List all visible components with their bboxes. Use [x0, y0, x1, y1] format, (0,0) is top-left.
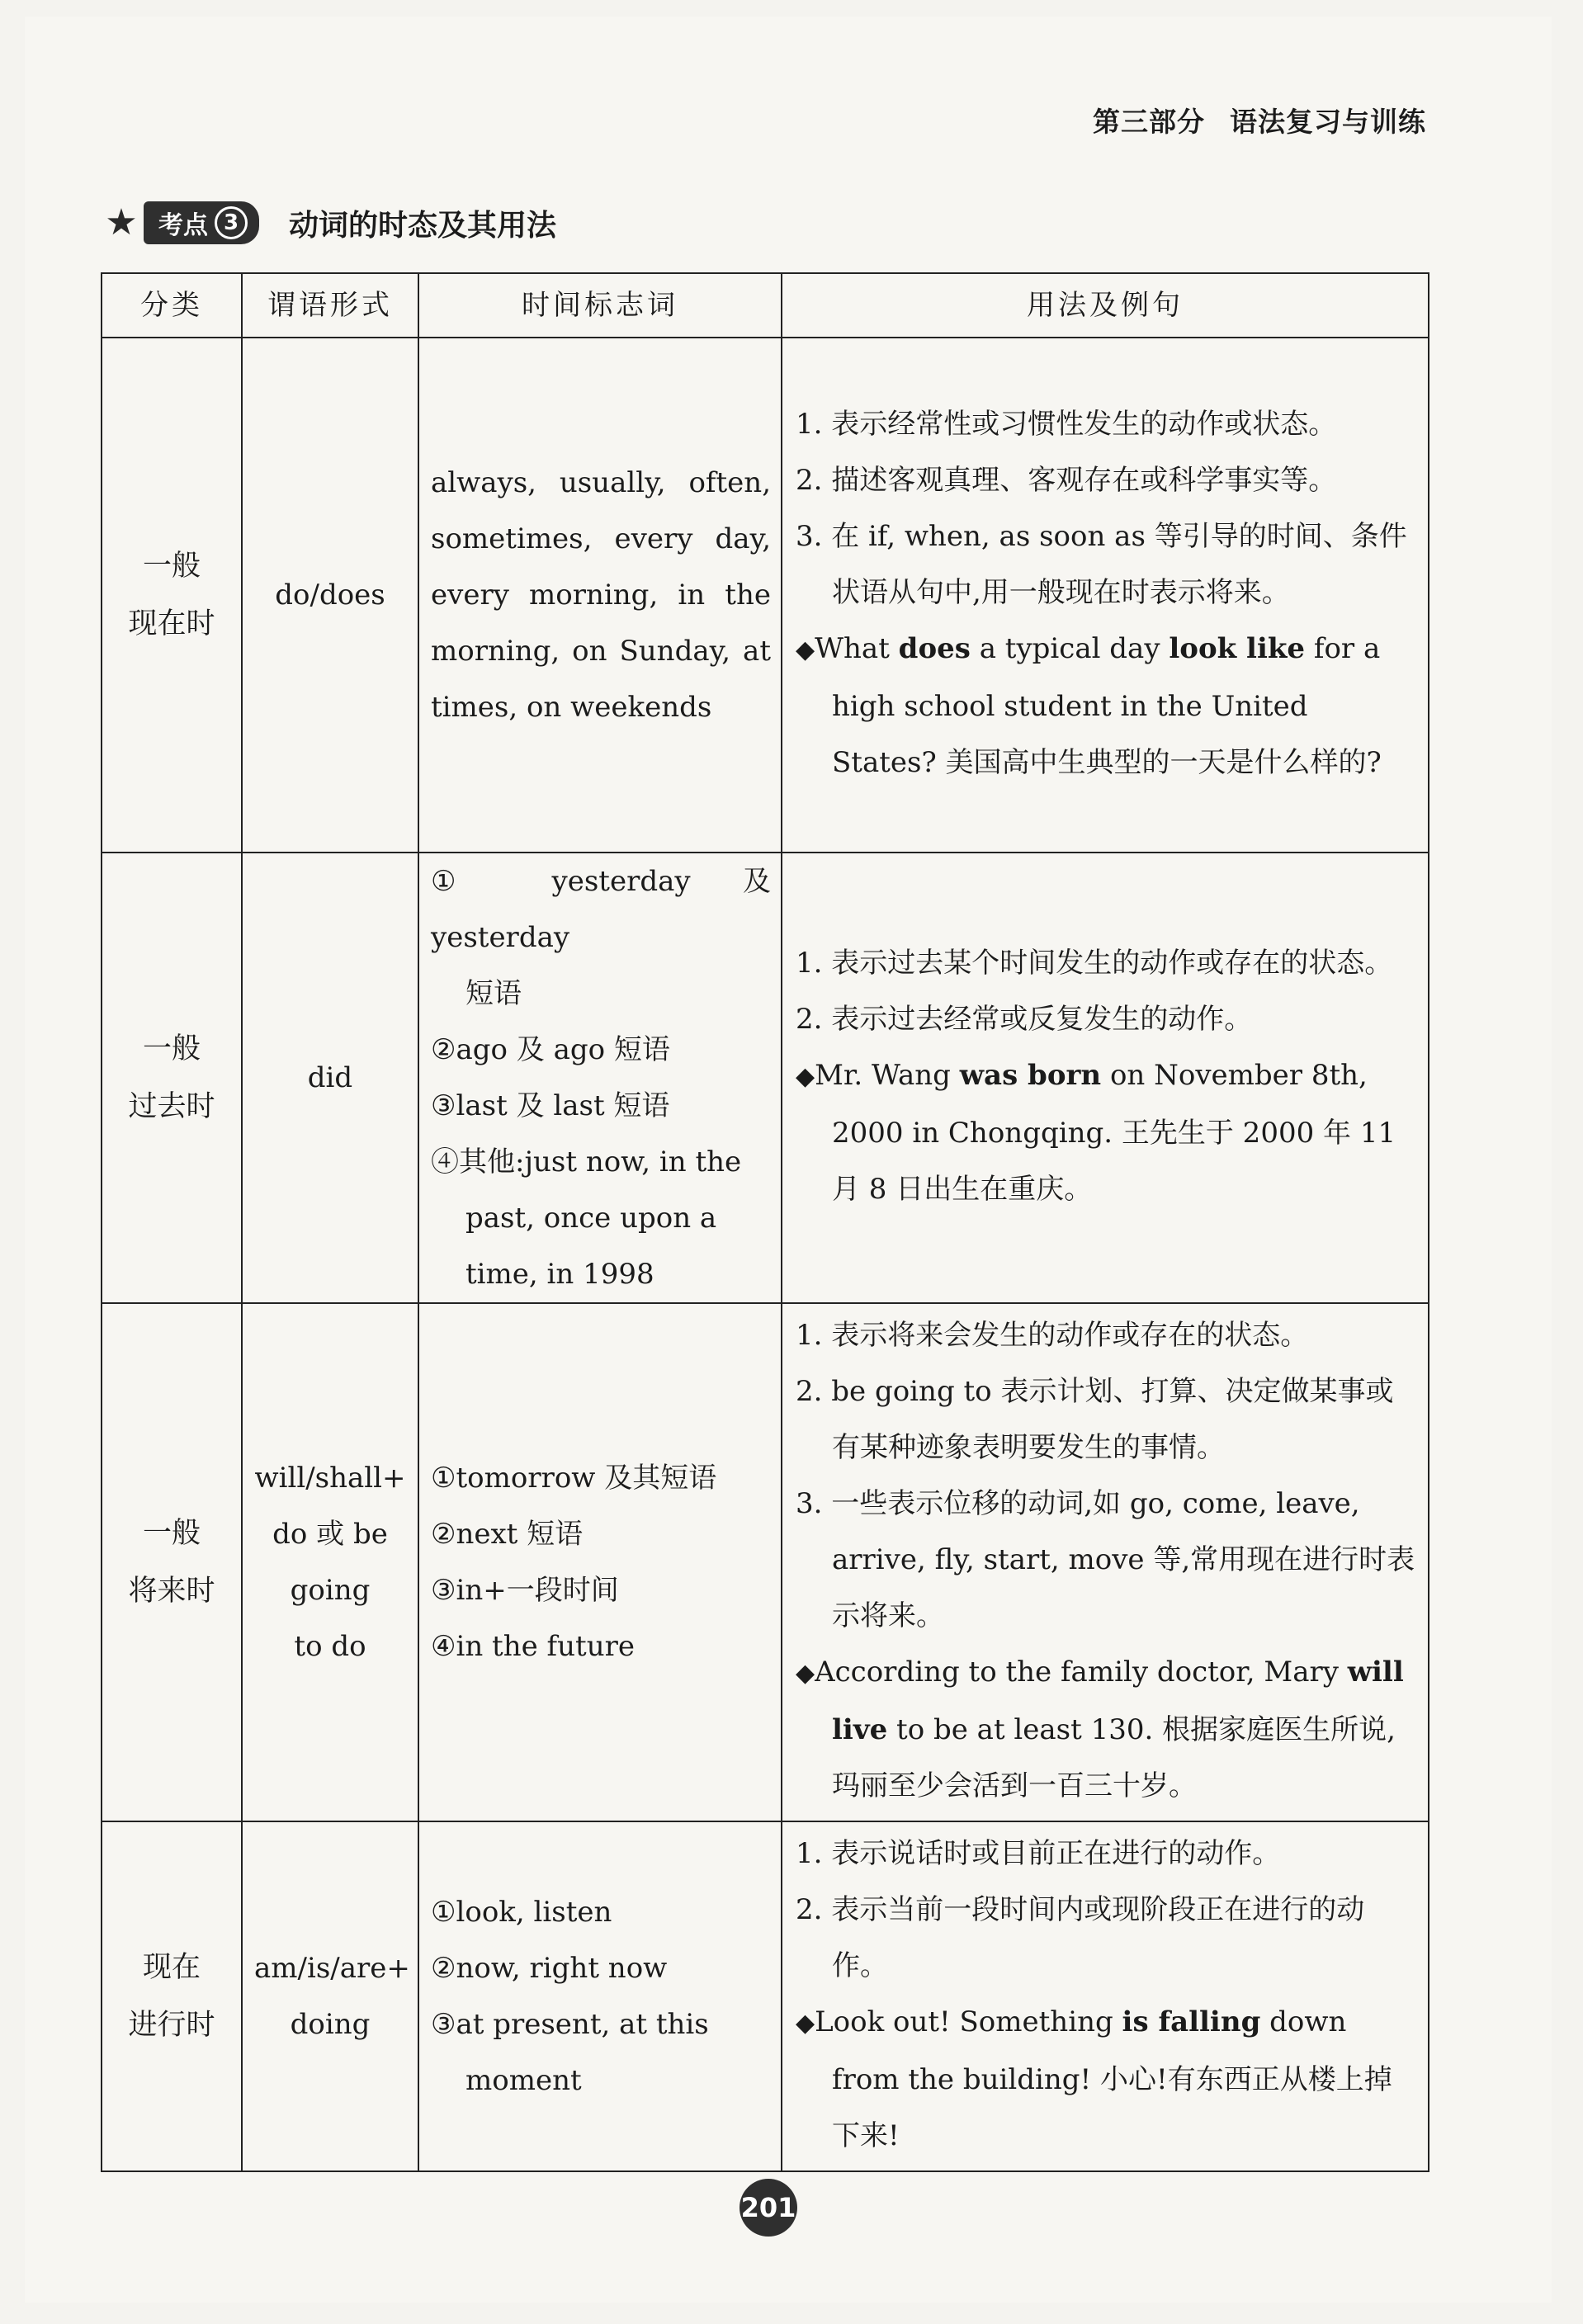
example-sentence: ◆Mr. Wang was born on November 8th, 2000 in Chongqing. 王先生于 2000 年 11 月 8 日出生在重庆。: [796, 1059, 1396, 1206]
running-header: [1093, 101, 1426, 139]
column-header: 谓语形式: [242, 273, 418, 338]
page-number: 201: [740, 2179, 797, 2237]
column-header: 时间标志词: [418, 273, 782, 338]
example-sentence: ◆According to the family doctor, Mary will live to be at least 130. 根据家庭医生所说,玛丽至少会活到一百三十岁。: [796, 1656, 1404, 1802]
example-sentence: ◆Look out! Something is falling down from the building! 小心!有东西正从楼上掉下来!: [796, 2005, 1392, 2152]
tense-category: 一般 将来时: [102, 1303, 242, 1821]
badge-number: 3: [215, 206, 248, 239]
time-signals: ① yesterday 及 yesterday 短语 ②ago 及 ago 短语 ③last 及 last 短语 ④其他:just now, in the past, once upon a time, in 1998: [418, 853, 782, 1303]
table-header-row: [102, 273, 1429, 338]
usage-cell: 1. 表示经常性或习惯性发生的动作或状态。 2. 描述客观真理、客观存在或科学事实等。 3. 在 if, when, as soon as 等引导的时间、条件状语从句中,用一般现在时表示将来。 ◆What does a typical day look like for a high school student in the United States? 美国高中生典型的一天是什么样的?: [782, 338, 1429, 853]
example-sentence: ◆What does a typical day look like for a high school student in the United States? 美国高中生典型的一天是什么样的?: [796, 632, 1382, 779]
time-signals: ①tomorrow 及其短语 ②next 短语 ③in+一段时间 ④in the future: [418, 1303, 782, 1821]
star-icon: ★: [105, 201, 138, 243]
tense-category: 一般 过去时: [102, 853, 242, 1303]
predicate-form: am/is/are+ doing: [242, 1821, 418, 2171]
column-header: 分类: [102, 273, 242, 338]
table-row: [102, 1821, 1429, 2171]
table-row: [102, 853, 1429, 1303]
diamond-icon: ◆: [796, 2009, 815, 2038]
section-heading: [99, 198, 556, 248]
usage-cell: 1. 表示说话时或目前正在进行的动作。 2. 表示当前一段时间内或现阶段正在进行的动作。 ◆Look out! Something is falling down from the building! 小心!有东西正从楼上掉下来!: [782, 1821, 1429, 2171]
predicate-form: will/shall+ do 或 be going to do: [242, 1303, 418, 1821]
time-signals: always, usually, often, sometimes, every day, every morning, in the morning, on Sunday, at times, on weekends: [418, 338, 782, 853]
section-title: 动词的时态及其用法: [289, 208, 557, 243]
tense-table: [101, 272, 1429, 2172]
table-row: [102, 338, 1429, 853]
column-header: 用法及例句: [782, 273, 1429, 338]
usage-cell: 1. 表示过去某个时间发生的动作或存在的状态。 2. 表示过去经常或反复发生的动作。 ◆Mr. Wang was born on November 8th, 2000 in Chongqing. 王先生于 2000 年 11 月 8 日出生在重庆。: [782, 853, 1429, 1303]
tense-category: 现在 进行时: [102, 1821, 242, 2171]
predicate-form: did: [242, 853, 418, 1303]
tense-category: 一般 现在时: [102, 338, 242, 853]
table-row: [102, 1303, 1429, 1821]
badge-label: 考点: [158, 211, 208, 240]
usage-cell: 1. 表示将来会发生的动作或存在的状态。 2. be going to 表示计划、打算、决定做某事或有某种迹象表明要发生的事情。 3. 一些表示位移的动词,如 go, come, leave, arrive, fly, start, move 等,常用现在进行时表示将来。 ◆According to the family doctor, Mary will live to be at least 130. 根据家庭医生所说,玛丽至少会活到一百三十岁。: [782, 1303, 1429, 1821]
diamond-icon: ◆: [796, 635, 815, 664]
diamond-icon: ◆: [796, 1659, 815, 1688]
time-signals: ①look, listen ②now, right now ③at present, at this moment: [418, 1821, 782, 2171]
predicate-form: do/does: [242, 338, 418, 853]
header-part: 第三部分: [1093, 106, 1205, 138]
header-title: 语法复习与训练: [1230, 106, 1426, 138]
diamond-icon: ◆: [796, 1062, 815, 1091]
key-point-badge: [144, 201, 259, 244]
